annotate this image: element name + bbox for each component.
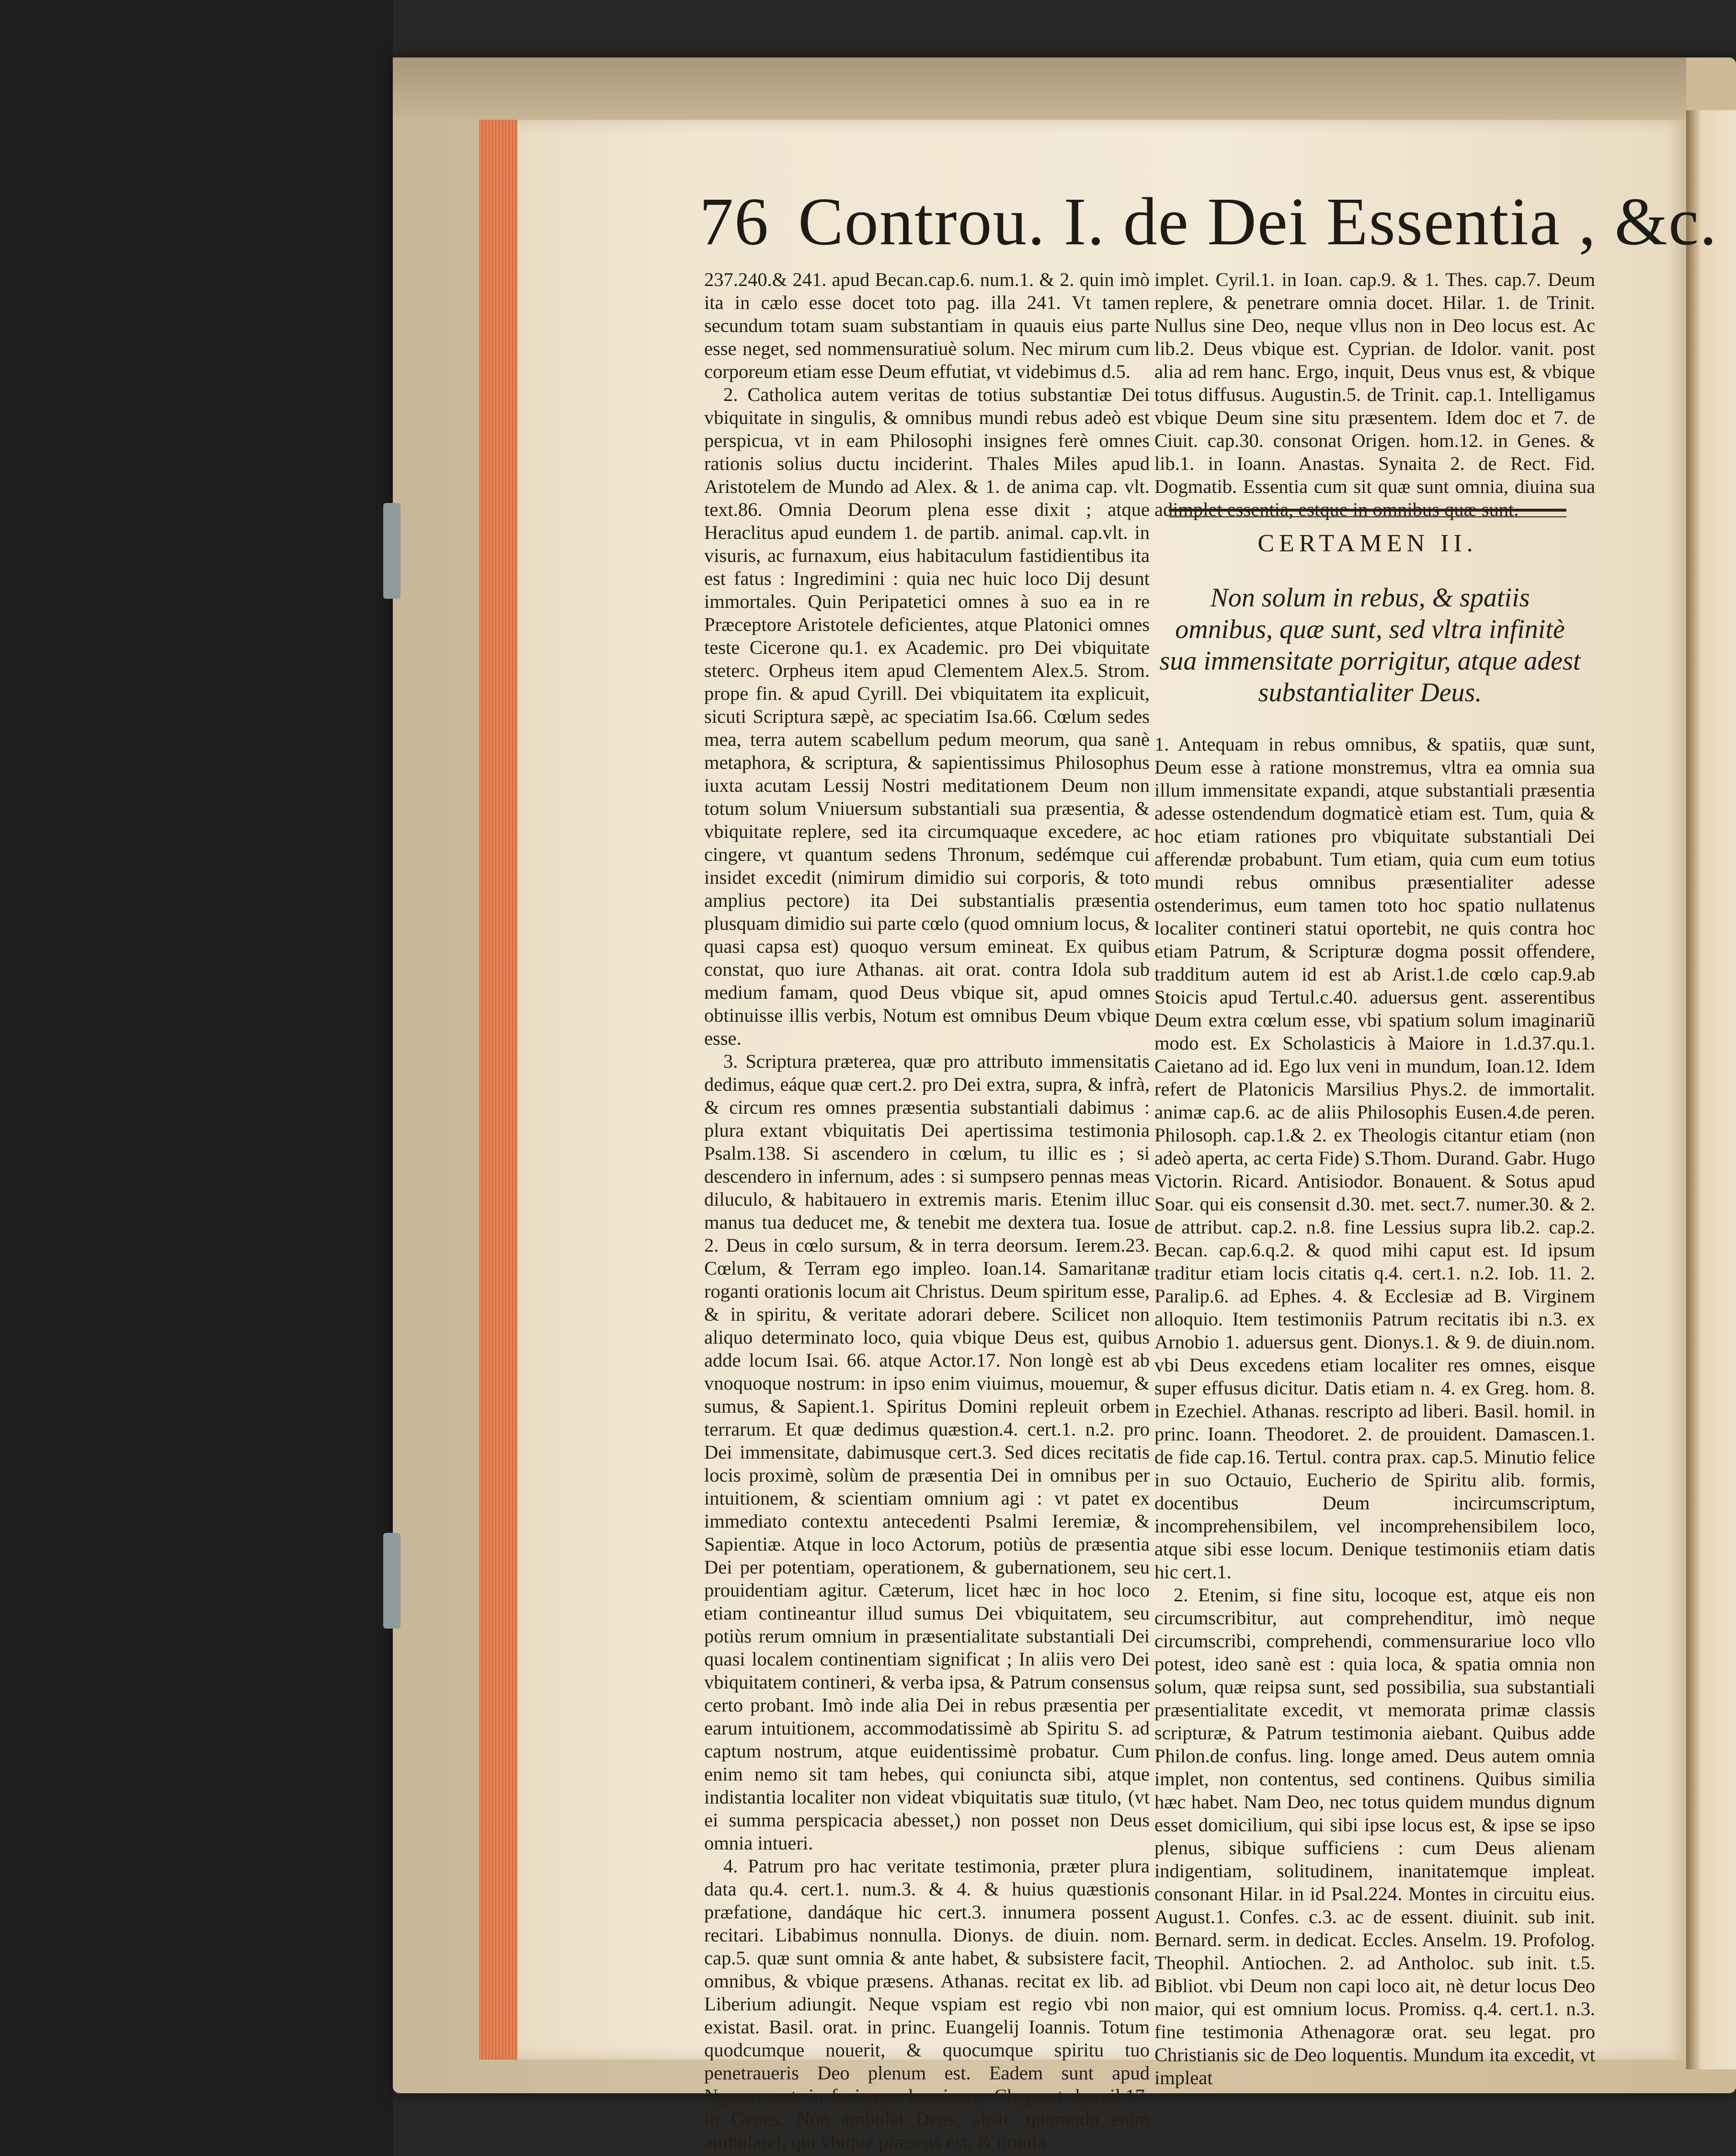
page-number: 76	[699, 183, 769, 259]
page-edges	[479, 120, 517, 2060]
left-column	[704, 268, 1150, 2153]
paragraph: 237.240.& 241. apud Becan.cap.6. num.1. & 2. quin imò ita in cælo esse docet toto pag. illa 241. Vt tamen secundum totam suam substantiam in quauis eius parte esse neget, sed nommensuratiuè solum. Nec mirum cum corporeum etiam esse Deum effutiat, vt videbimus d.5.	[704, 269, 1150, 382]
clasp-hinge-bottom	[383, 1533, 400, 1629]
paragraph: 2. Catholica autem veritas de totius substantiæ Dei vbiquitate in singulis, & omnibus mundi rebus adeò est perspicua, vt in eam Philosophi insignes ferè omnes rationis solius ductu inciderint. Thales Miles apud Aristotelem de Mundo ad Alex. & 1. de anima cap. vlt. text.86. Omnia Deorum plena esse dixit ; atque Heraclitus apud eundem 1. de partib. animal. cap.vlt. in visuris, ac furnaxum, eius habitaculum fastidientibus ita est fatus : Ingredimini : quia nec huic loco Dij desunt immortales. Quin Peripatetici omnes à suo ea in re Præceptore Aristotele deficientes, atque Platonici omnes teste Cicerone qu.1. ex Academic. pro Dei vbiquitate steterc. Orpheus item apud Clementem Alex.5. Strom. prope fin. & apud Cyrill. Dei vbiquitatem ita explicuit, sicuti Scriptura sæpè, ac speciatim Isa.66. Cœlum sedes mea, terra autem scabellum pedum meorum, qua sanè metaphora, & scriptura, & sapientissimus Philosophus iuxta acutam Lessij Nostri meditationem Deum non totum solum Vniuersum substantiali sua præsentia, & vbiquitate replere, sed ita circumquaque excedere, ac cingere, vt quantum sedens Thronum, sedémque cui insidet excedit (nimirum dimidio sui corporis, & toto amplius pectore) ita Dei substantialis præsentia plusquam dimidio sui parte cœlo (quod omnium locus, & quasi capsa est) quoquo versum emineat. Ex quibus constat, quo iure Athanas. ait orat. contra Idola sub medium famam, quod Deus vbique sit, apud omnes obtinuisse illis verbis, Notum est omnibus Deum vbique esse.	[704, 384, 1150, 1049]
section-heading: CERTAMEN II.	[1257, 530, 1478, 557]
paragraph: 2. Etenim, si fine situ, locoque est, atque eis non circumscribitur, aut comprehenditur, imò neque circumscribi, comprehendi, commensurariue loco vllo potest, ideo sanè est : quia loca, & spatia omnia non solum, quæ reipsa sunt, sed possibilia, sua substantiali præsentialitate excedit, vt memorata primæ classis scripturæ, & Patrum testimonia aiebant. Quibus adde Philon.de confus. ling. longe amed. Deus autem omnia implet, non contentus, sed continens. Quibus similia hæc habet. Nam Deo, nec totus quidem mundus dignum esset domicilium, qui sibi ipse locus est, & ipse se ipso plenus, sibique sufficiens : cum Deus alienam indigentiam, solitudinem, inanitatemque impleat. consonant Hilar. in id Psal.224. Montes in circuitu eius. August.1. Confes. c.3. ac de essent. diuinit. sub init. Bernard. serm. in dedicat. Eccles. Anselm. 19. Profolog. Theophil. Antiochen. 2. ad Antholoc. sub init. t.5. Bibliot. vbi Deum non capi loco ait, nè detur locus Deo maior, qui est omnium locus. Promiss. q.4. cert.1. n.3. fine testimonia Athenagoræ orat. seu legat. pro Christianis sic de Deo loquentis. Mundum ita excedit, vt impleat	[1154, 1584, 1595, 2088]
right-column-body	[1154, 733, 1595, 2088]
facing-page-edge	[1686, 110, 1736, 2069]
paragraph: implet. Cyril.1. in Ioan. cap.9. & 1. Thes. cap.7. Deum replere, & penetrare omnia docet. Hilar. 1. de Trinit. Nullus sine Deo, neque vllus non in Deo locus est. Ac lib.2. Deus vbique est. Cyprian. de Idolor. vanit. post alia ad rem hanc. Ergo, inquit, Deus vnus est, & vbique totus diffusus. Augustin.5. de Trinit. cap.1. Intelligamus vbique Deum sine situ præsentem. Idem doc et 7. de Ciuit. cap.30. consonat Origen. hom.12. in Genes. & lib.1. in Ioann. Anastas. Synaita 2. de Rect. Fid. Dogmatib. Essentia cum sit quæ sunt omnia, diuina sua adimplet essentia, estque in omnibus quæ sunt.	[1154, 269, 1595, 520]
running-head	[699, 182, 1718, 261]
running-head-title: Controu. I. de Dei Essentia , &c.	[798, 183, 1718, 259]
section-rule	[1169, 509, 1566, 517]
clasp-hinge-top	[383, 503, 400, 599]
section-summary: Non solum in rebus, & spatiis omnibus, quæ sunt, sed vltra infinitè sua immensitate porrigitur, atque adest substantialiter Deus.	[1159, 583, 1581, 707]
paragraph: 1. Antequam in rebus omnibus, & spatiis, quæ sunt, Deum esse à ratione monstremus, vltra ea omnia sua illum immensitate expandi, atque substantiali præsentia adesse ostendendum dogmaticè etiam est. Tum, quia & hoc etiam rationes pro vbiquitate substantiali Dei afferendæ probabunt. Tum etiam, quia cum eum totius mundi rebus omnibus præsentialiter adesse ostenderimus, eum tamen toto hoc spatio nullatenus localiter contineri statui oportebit, ne quis contra hoc etiam Patrum, & Scripturæ dogma possit offendere, tradditum autem id est ab Arist.1.de cœlo cap.9.ab Stoicis apud Tertul.c.40. aduersus gent. asserentibus Deum extra cœlum esse, vbi spatium solum imaginariũ modo est. Ex Scholasticis à Maiore in 1.d.37.qu.1. Caietano ad id. Ego lux veni in mundum, Ioan.12. Idem refert de Platonicis Marsilius Phys.2. de immortalit. animæ cap.6. ac de aliis Philosophis Eusen.4.de peren. Philosoph. cap.1.& 2. ex Theologis citantur etiam (non adeò aperta, ac certa Fide) S.Thom. Durand. Gabr. Hugo Victorin. Ricard. Antisiodor. Bonauent. & Sotus apud Soar. qui eis consensit d.30. met. sect.7. numer.30. & 2. de attribut. cap.2. n.8. fine Lessius supra lib.2. cap.2. Becan. cap.6.q.2. & quod mihi caput est. Id ipsum traditur etiam locis citatis q.4. cert.1. n.2. Iob. 11. 2. Paralip.6. ad Ephes. 4. & Ecclesiæ ad B. Virginem alloquio. Item testimoniis Patrum recitatis ibi n.3. ex Arnobio 1. aduersus gent. Dionys.1. & 9. de diuin.nom. vbi Deus excedens etiam localiter res omnes, eisque super effusus dicitur. Datis etiam n. 4. ex Greg. hom. 8. in Ezechiel. Athanas. rescripto ad liberi. Basil. homil. in princ. Ioann. Theodoret. 2. de prouident. Damascen.1. de fide cap.16. Tertul. contra prax. cap.5. Minutio felice in suo Octauio, Eucherio de Spiritu alib. formis, docentibus Deum incircumscriptum, incomprehensibilem, vel incomprehensibilem loco, atque sibi esse locum. Denique testimoniis etiam datis hic cert.1.	[1154, 733, 1595, 1583]
paragraph: 4. Patrum pro hac veritate testimonia, præter plura data qu.4. cert.1. num.3. & 4. & huius quæstionis præfatione, dandáque hic cert.3. innumera possent recitari. Libabimus nonnulla. Dionys. de diuin. nom. cap.5. quæ sunt omnia & ante habet, & subsistere facit, omnibus, & vbique præsens. Athanas. recitat ex lib. ad Liberium adiungit. Neque vspiam est regio vbi non existat. Basil. orat. in princ. Euangelij Ioannis. Totum quodcumque nouerit, & quocumque spiritu tuo penetraueris Deo plenum est. Eadem sunt apud Nyssen.orat. in faciamus hominem. Chrysost. homil.17. in Genes. Non ambulat Deus, absit: quomodo enim ambularet, qui vbique præsens est, & omnia	[704, 1855, 1150, 2153]
background-left	[0, 0, 393, 2156]
right-column-continuation	[1154, 268, 1595, 521]
book-cover-top-edge	[393, 57, 1686, 120]
paragraph: 3. Scriptura præterea, quæ pro attributo immensitatis dedimus, eáque quæ cert.2. pro Dei extra, supra, & infrà, & circum res omnes præsentia substantiali dabimus : plura extant vbiquitatis Dei apertissima testimonia Psalm.138. Si ascendero in cœlum, tu illic es ; si descendero in infernum, ades : si sumpsero pennas meas diluculo, & habitauero in extremis maris. Etenim illuc manus tua deducet me, & tenebit me dextera tua. Iosue 2. Deus in cœlo sursum, & in terra deorsum. Ierem.23. Cœlum, & Terram ego impleo. Ioan.14. Samaritanæ roganti orationis locum ait Christus. Deum spiritum esse, & in spiritu, & veritate adorari debere. Scilicet non aliquo determinato loco, quia vbique Deus est, quibus adde locum Isai. 66. atque Actor.17. Non longè est ab vnoquoque nostrum: in ipso enim viuimus, mouemur, & sumus, & Sapient.1. Spiritus Domini repleuit orbem terrarum. Et quæ dedimus quæstion.4. cert.1. n.2. pro Dei immensitate, dabimusque cert.3. Sed dices recitatis locis proximè, solùm de præsentia Dei in omnibus per intuitionem, & scientiam omnium agi : vt patet ex immediato contextu antecedenti Psalmi Ieremiæ, & Sapientiæ. Atque in loco Actorum, potiùs de præsentia Dei per potentiam, operationem, & gubernationem, seu prouidentiam agitur. Cæterum, licet hæc in hoc loco etiam contineantur illud sumus Dei vbiquitatem, seu potiùs rerum omnium in præsentialitate substantiali Dei quasi localem continentiam significat ; In aliis vero Dei vbiquitatem contineri, & verba ipsa, & Patrum consensus certo probant. Imò inde alia Dei in rebus præsentia per earum intuitionem, accommodatissimè ab Spiritu S. ad captum nostrum, atque euidentissimè probatur. Cum enim nemo sit tam hebes, qui coniuncta sibi, atque indistantia localiter non videat vbiquitatis suæ titulo, (vt ei summa perspicacia abesset,) non posset non Deus omnia intueri.	[704, 1050, 1150, 1854]
